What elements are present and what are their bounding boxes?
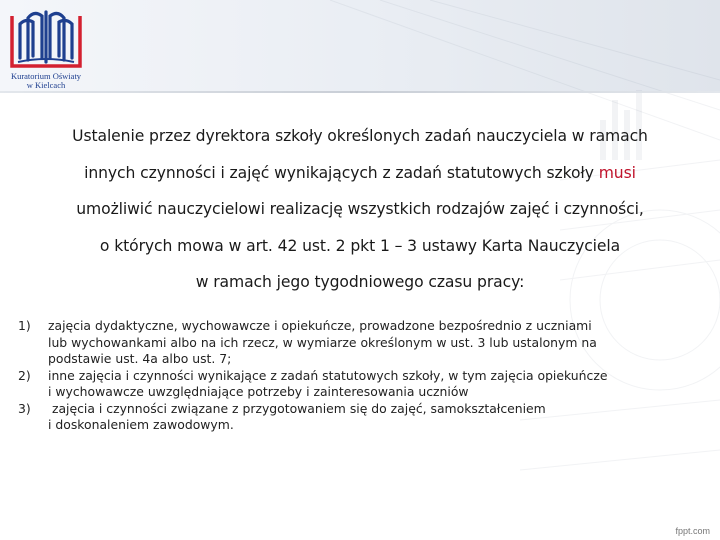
slide-heading (20, 118, 700, 301)
list-item-text: podstawie ust. 4a albo ust. 7; (48, 351, 232, 366)
heading-line-3: umożliwić nauczycielowi realizację wszystkich rodzajów zajęć i czynności, (76, 200, 644, 218)
list-item-text: inne zajęcia i czynności wynikające z zadań statutowych szkoły, w tym zajęcia opiekuńcze (48, 367, 608, 383)
list-item (18, 401, 708, 434)
header-divider (0, 91, 720, 93)
list-item-number: 1) (18, 318, 31, 333)
heading-line-2-text: innych czynności i zajęć wynikających z zadań statutowych szkoły (84, 163, 599, 182)
list-item-text: zajęcia dydaktyczne, wychowawcze i opiekuńcze, prowadzone bezpośrednio z uczniami (48, 318, 592, 333)
list-item-number: 2) (18, 367, 31, 383)
numbered-list (18, 318, 708, 434)
list-item (18, 368, 708, 401)
logo-caption-line1: Kuratorium Oświaty (10, 71, 82, 81)
heading-line-1: Ustalenie przez dyrektora szkoły określonych zadań nauczyciela w ramach (72, 127, 648, 145)
heading-line-2 (20, 155, 700, 192)
list-item-text: lub wychowankami albo na ich rzecz, w wymiarze określonym w ust. 3 lub ustalonym na (48, 334, 597, 350)
book-logo-icon (6, 6, 86, 72)
list-item-text: zajęcia i czynności związane z przygotowaniem się do zajęć, samokształceniem (48, 400, 546, 416)
heading-line-4: o których mowa w art. 42 ust. 2 pkt 1 – 3 ustawy Karta Nauczyciela (99, 236, 621, 255)
logo-caption-line2: w Kielcach (26, 80, 66, 90)
watermark: fppt.com (675, 526, 710, 536)
list-item (18, 318, 708, 368)
list-item-number: 3) (18, 400, 31, 416)
header-band (0, 0, 720, 92)
heading-line-5: w ramach jego tygodniowego czasu pracy: (195, 273, 525, 291)
heading-highlight-musi: musi (598, 163, 636, 182)
list-item-text: i doskonaleniem zawodowym. (48, 417, 234, 432)
list-item-text: i wychowawcze uwzględniające potrzeby i zainteresowania uczniów (48, 384, 469, 399)
logo (6, 6, 86, 90)
